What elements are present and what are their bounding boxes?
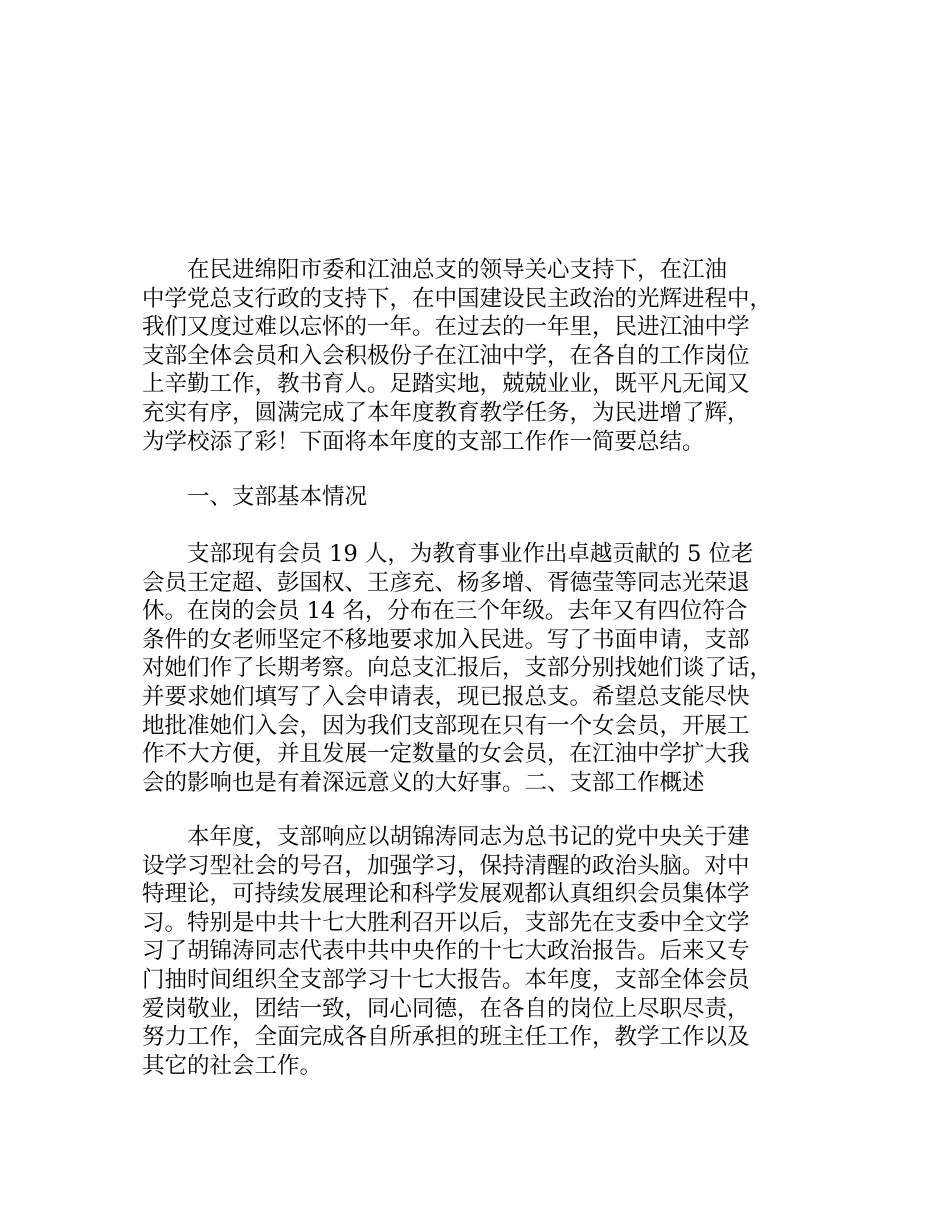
- text-line: 门抽时间组织全支部学习十七大报告。本年度，支部全体会员: [142, 966, 750, 993]
- text-line: 作不大方便，并且发展一定数量的女会员，在江油中学扩大我: [142, 741, 750, 768]
- text-line: 习。特别是中共十七大胜利召开以后，支部先在支委中全文学: [142, 909, 750, 936]
- text-line: 会员王定超、彭国权、王彦充、杨多增、胥德莹等同志光荣退: [142, 569, 750, 596]
- text-line: 对她们作了长期考察。向总支汇报后，支部分别找她们谈了话，: [142, 655, 773, 682]
- text-line: 条件的女老师坚定不移地要求加入民进。写了书面申请，支部: [142, 626, 750, 653]
- text-line: 会的影响也是有着深远意义的大好事。二、支部工作概述: [142, 769, 705, 796]
- text-line: 上辛勤工作，教书育人。足踏实地，兢兢业业，既平凡无闻又: [142, 371, 750, 398]
- text-line: 爱岗敬业，团结一致，同心同德，在各自的岗位上尽职尽责，: [142, 995, 750, 1022]
- text-line: 特理论，可持续发展理论和科学发展观都认真组织会员集体学: [142, 881, 750, 908]
- text-line: 努力工作，全面完成各自所承担的班主任工作，教学工作以及: [142, 1024, 750, 1051]
- text-line: 支部现有会员 19 人，为教育事业作出卓越贡献的 5 位老: [142, 541, 754, 567]
- text-line: 在民进绵阳市委和江油总支的领导关心支持下，在江油: [142, 257, 728, 283]
- section-heading-basic-situation: [142, 483, 832, 512]
- text-line: 支部全体会员和入会积极份子在江油中学，在各自的工作岗位: [142, 342, 750, 369]
- text-line: 地批准她们入会，因为我们支部现在只有一个女会员，开展工: [142, 712, 750, 739]
- text-line: 本年度，支部响应以胡锦涛同志为总书记的党中央关于建: [142, 824, 750, 850]
- text-line: 一、支部基本情况: [142, 484, 368, 510]
- text-line: 习了胡锦涛同志代表中共中央作的十七大政治报告。后来又专: [142, 938, 750, 965]
- paragraph-basic-situation: [142, 540, 832, 797]
- text-line: 为学校添了彩！下面将本年度的支部工作作一简要总结。: [142, 428, 705, 455]
- paragraph-introduction: [142, 256, 832, 456]
- text-line: 设学习型社会的号召，加强学习，保持清醒的政治头脑。对中: [142, 852, 750, 879]
- text-line: 我们又度过难以忘怀的一年。在过去的一年里，民进江油中学: [142, 314, 750, 341]
- text-line: 并要求她们填写了入会申请表，现已报总支。希望总支能尽快: [142, 683, 750, 710]
- text-line: 休。在岗的会员 14 名，分布在三个年级。去年又有四位符合: [142, 598, 748, 625]
- text-line: 中学党总支行政的支持下，在中国建设民主政治的光辉进程中，: [142, 285, 773, 312]
- text-line: 充实有序，圆满完成了本年度教育教学任务，为民进增了辉，: [142, 399, 750, 426]
- text-line: 其它的社会工作。: [142, 1052, 323, 1079]
- paragraph-work-overview: [142, 823, 832, 1080]
